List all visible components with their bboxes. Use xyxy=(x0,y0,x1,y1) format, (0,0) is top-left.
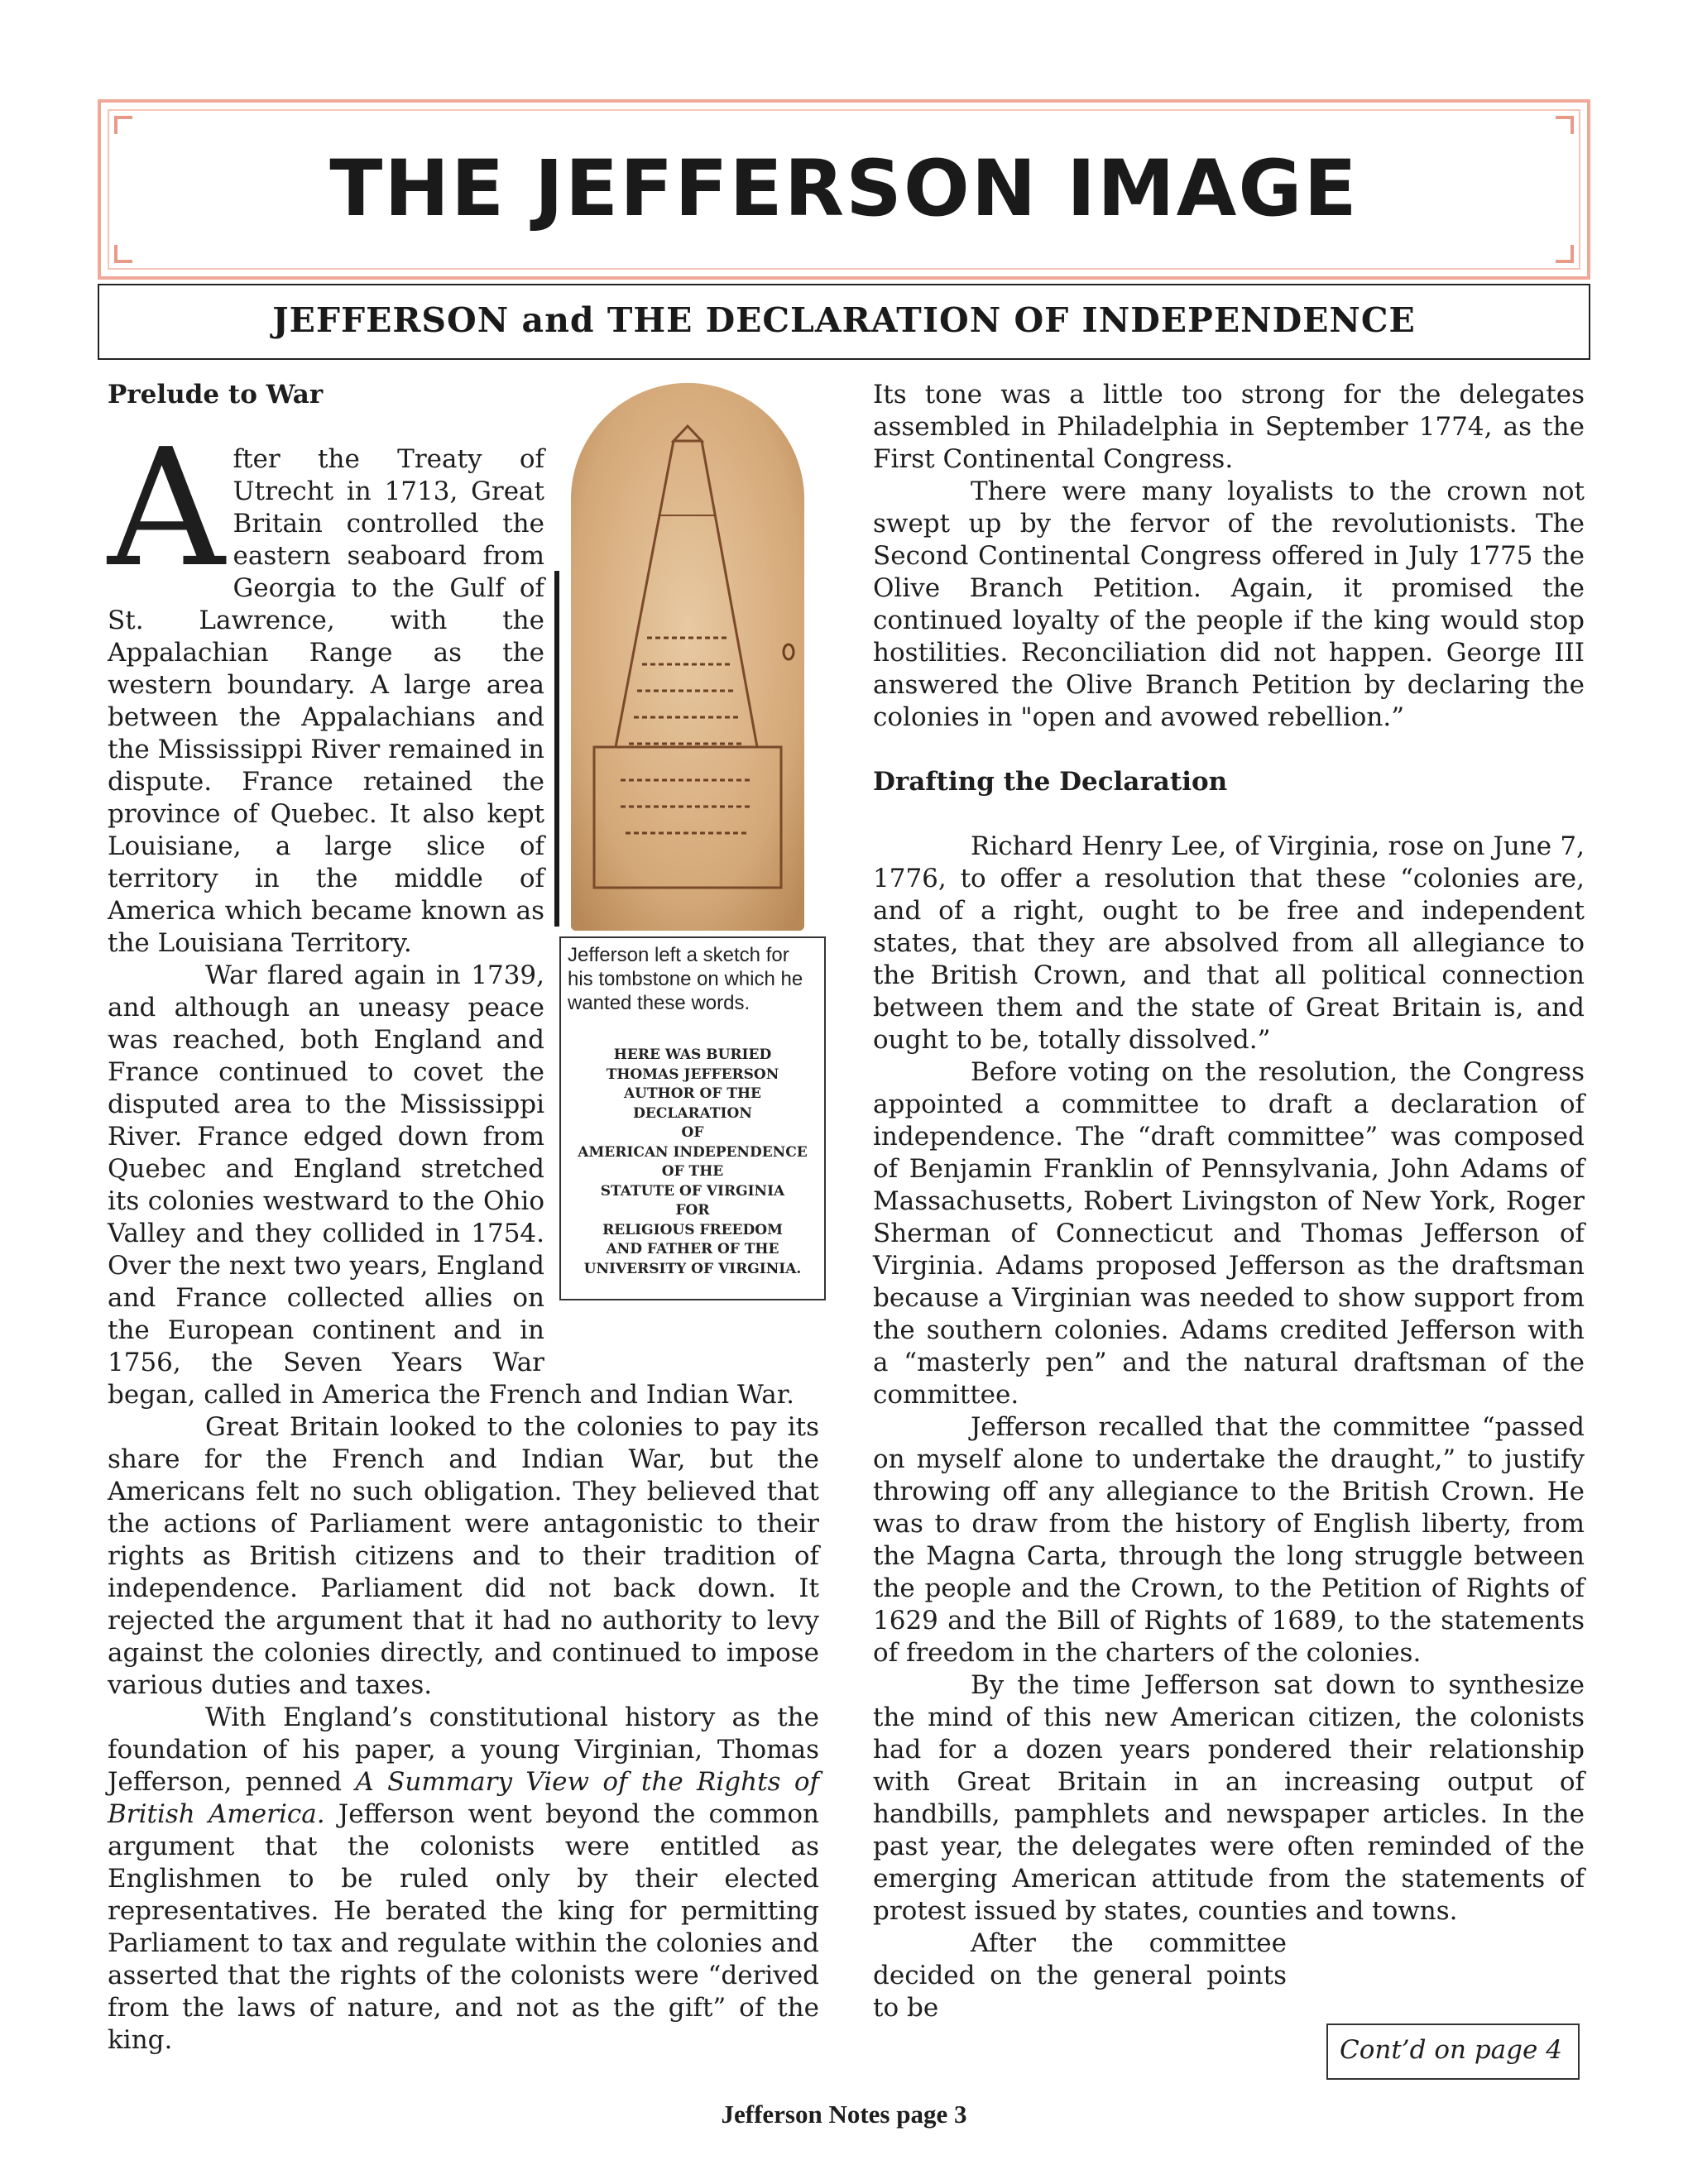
paragraph: By the time Jefferson sat down to synthesize the mind of this new American citizen, the colonists had for a dozen years pondered their relationship with Great Britain in an increasing output of handbills, pamphlets and newspaper articles. In the past year, the delegates were often reminded of the emerging American attitude from the statements of protest issued by states, counties and towns. xyxy=(873,1670,1585,1926)
article-banner xyxy=(98,284,1590,360)
paragraph: Before voting on the resolution, the Congress appointed a committee to draft a declaration of independence. The “draft committee” was composed of Benjamin Franklin of Pennsylvania, John Adams of Massachusetts, Robert Livingston of New York, Roger Sherman of Connecticut and Thomas Jefferson of Virginia. Adams proposed Jefferson as the draftsman because a Virginian was needed to show support from the southern colonies. Adams credited Jefferson with a “masterly pen” and the natural draftsman of the committee. xyxy=(873,1057,1585,1410)
paragraph: After the committee decided on the general points to be xyxy=(873,1928,1287,2023)
paragraph: Great Britain looked to the colonies to pay its share for the French and Indian War, but the Americans felt no such obligation. They believed that the actions of Parliament were antagonistic to their rights as British citizens and to their tradition of independence. Parliament did not back down. It rejected the argument that it had no authority to levy against the colonies directly, and continued to impose various duties and taxes. xyxy=(108,1412,819,1700)
masthead xyxy=(98,99,1590,280)
image-edge xyxy=(554,571,559,927)
paragraph-text: fter the Treaty of Utrecht in 1713, Great Britain controlled the eastern seaboard from Georgia to the Gulf of St. Lawrence, with the Appalachian Range as the western boundary. A large area between the Appalachians and the Mississippi River remained in dispute. France retained the province of Quebec. It also kept Louisiane, a large slice of territory in the middle of America which became known as the Louisiana Territory. xyxy=(108,444,544,958)
paragraph-text: With England’s constitutional history as the foundation of his paper, a young Virginian, Thomas Jefferson, penned xyxy=(108,1703,819,1797)
epitaph-line: AUTHOR OF THE xyxy=(623,1085,762,1102)
epitaph-text xyxy=(561,1046,824,1279)
epitaph-line: UNIVERSITY OF VIRGINIA. xyxy=(583,1260,802,1277)
paragraph: War flared again in 1739, and although an uneasy peace was reached, both England and France continued to covet the disputed area to the Mississippi River. France edged down from Quebec and England stretched its colonies westward to the Ohio Valley and they collided in 1754. Over the next two years, England and France collected allies on the European continent and in 1756, the Seven Years War began, called in America the French and Indian War. xyxy=(108,960,794,1410)
tombstone-sketch-image xyxy=(571,383,804,931)
corner-ornament xyxy=(114,245,132,263)
drop-cap: A xyxy=(108,414,225,603)
tombstone-sketch-drawing xyxy=(571,383,804,931)
epitaph-line: STATUTE OF VIRGINIA xyxy=(600,1182,785,1200)
right-column xyxy=(873,379,1585,2024)
epitaph-line: OF THE xyxy=(661,1163,724,1180)
corner-ornament xyxy=(114,116,132,134)
section-heading-drafting: Drafting the Declaration xyxy=(873,767,1228,797)
page-footer: Jefferson Notes page 3 xyxy=(721,2100,967,2129)
epitaph-line: RELIGIOUS FREEDOM xyxy=(602,1221,783,1238)
corner-ornament xyxy=(1556,245,1574,263)
book-title: A Summary View of the Rights of British America. xyxy=(108,1767,819,1829)
paragraph xyxy=(108,1702,819,2057)
paragraph: Jefferson recalled that the committee “passed on myself alone to undertake the draught,” to justify throwing off any allegiance to the British Crown. He was to draw from the history of English liberty, from the Magna Carta, through the long struggle between the people and the Crown, to the Petition of Rights of 1629 and the Bill of Rights of 1689, to the statements of freedom in the charters of the colonies. xyxy=(873,1412,1585,1668)
continued-label: Cont’d on page 4 xyxy=(1340,2035,1562,2065)
article-title: JEFFERSON and THE DECLARATION OF INDEPENDENCE xyxy=(272,300,1416,340)
epitaph-line: AND FATHER OF THE xyxy=(606,1241,779,1257)
epitaph-line: AMERICAN INDEPENDENCE xyxy=(578,1143,808,1161)
epitaph-line: DECLARATION xyxy=(633,1104,752,1122)
paragraph: Richard Henry Lee, of Virginia, rose on June 7, 1776, to offer a resolution that these “colonies are, and of a right, ought to be free and independent states, that they are absolved from all allegiance to the British Crown, and that all political connection between them and the state of Great Britain is, and ought to be, totally dissolved.” xyxy=(873,831,1585,1055)
image-caption-box xyxy=(559,936,826,1300)
newsletter-title: THE JEFFERSON IMAGE xyxy=(329,144,1359,234)
image-caption: Jefferson left a sketch for his tombstone on which he wanted these words. xyxy=(568,944,803,1014)
paragraph: There were many loyalists to the crown not swept up by the fervor of the revolutionists. The Second Continental Congress offered in July 1775 the Olive Branch Petition. Again, it promised the continued loyalty of the people if the king would stop hostilities. Reconciliation did not happen. George III answered the Olive Branch Petition by declaring the colonies in "open and avowed rebellion.” xyxy=(873,477,1585,732)
continued-box xyxy=(1326,2024,1580,2080)
epitaph-line: THOMAS JEFFERSON xyxy=(606,1066,779,1083)
corner-ornament xyxy=(1556,116,1574,134)
section-heading-prelude: Prelude to War xyxy=(108,380,324,410)
epitaph-line: FOR xyxy=(675,1202,710,1219)
paragraph: Its tone was a little too strong for the delegates assembled in Philadelphia in September 1774, as the First Continental Congress. xyxy=(873,380,1585,474)
paragraph-text: Jefferson went beyond the common argument that the colonists were entitled as Englishmen to be ruled only by their elected representatives. He berated the king for permitting Parliament to tax and regulate within the colonies and asserted that the rights of the colonists were “derived from the laws of nature, and not as the gift” of the king. xyxy=(108,1799,819,2055)
epitaph-line: OF xyxy=(681,1124,704,1141)
epitaph-line: HERE WAS BURIED xyxy=(613,1046,772,1063)
